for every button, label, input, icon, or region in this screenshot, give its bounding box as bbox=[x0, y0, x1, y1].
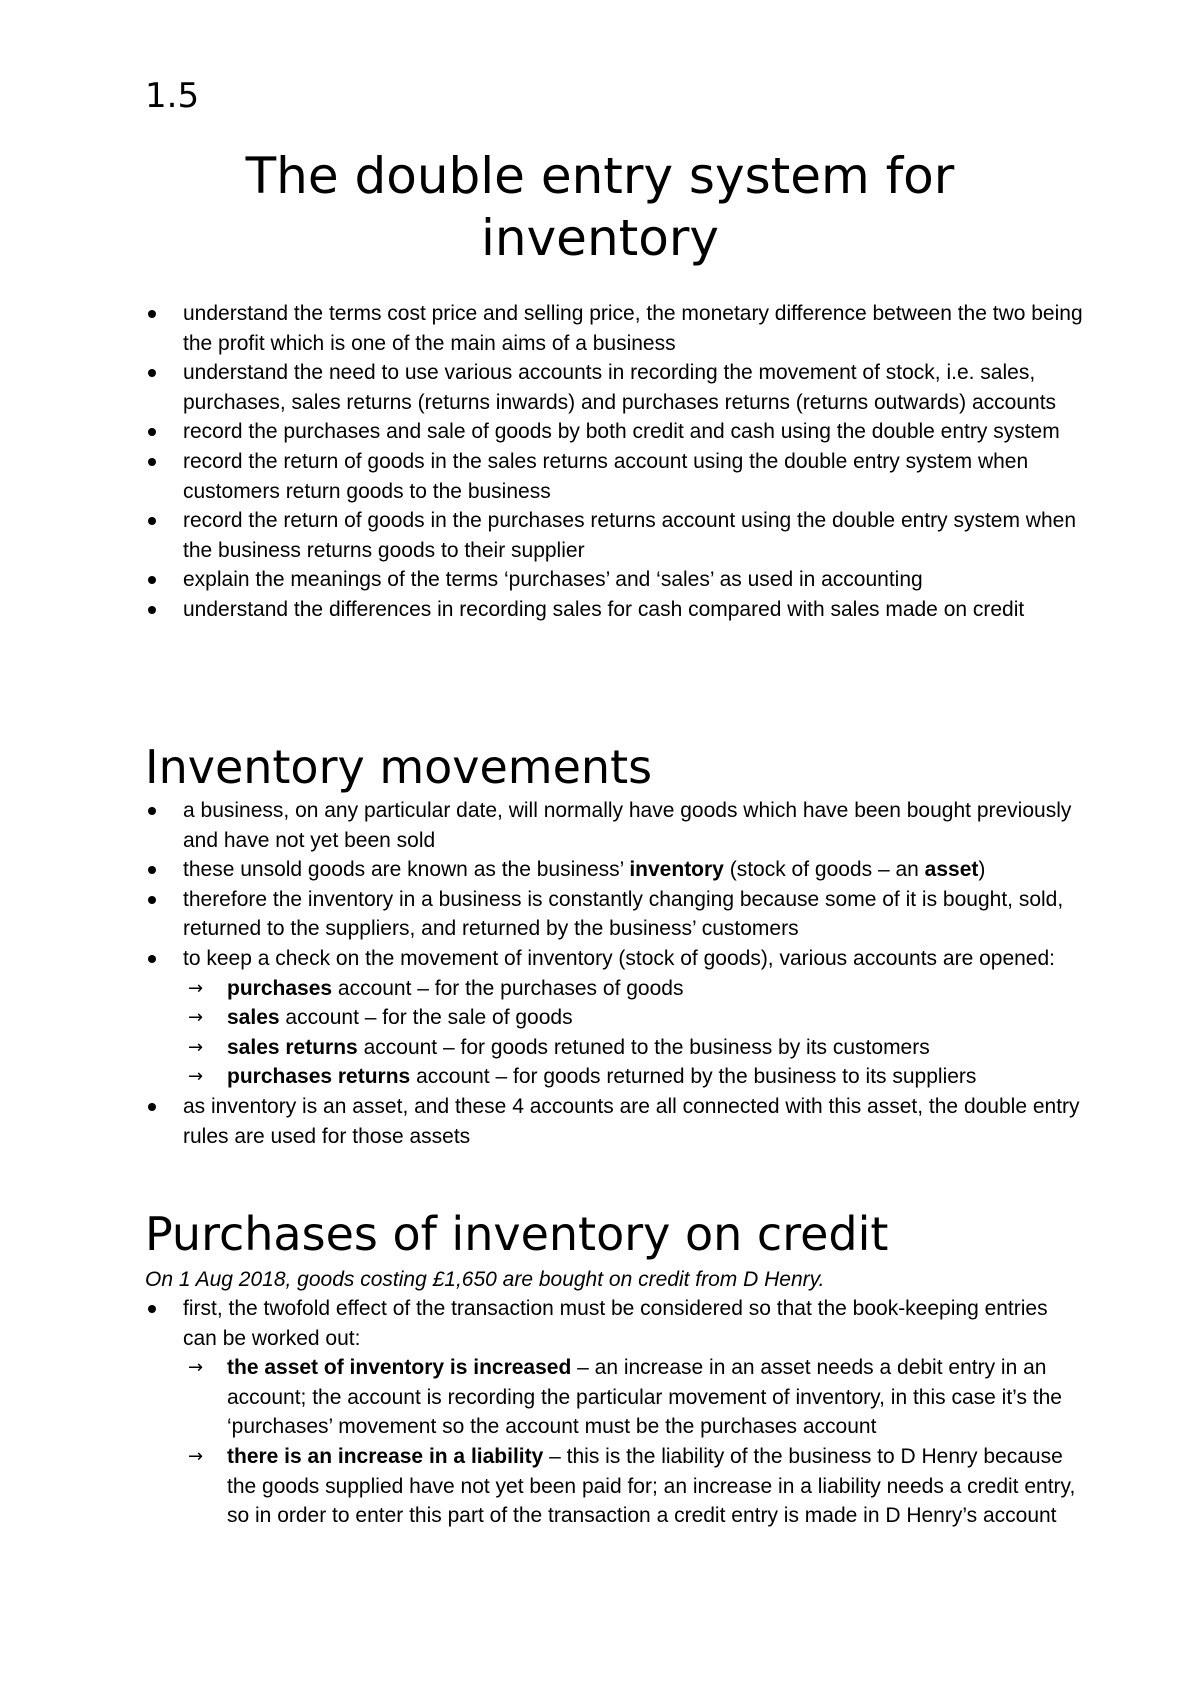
arrow-right-icon: → bbox=[188, 1357, 204, 1379]
page-title: The double entry system for inventory bbox=[245, 147, 955, 267]
list-item: therefore the inventory in a business is constantly changing because some of it is bought, sold, returned to the suppliers, and returned by the business’ customers bbox=[183, 885, 1083, 944]
sublist-item: → the asset of inventory is increased – an increase in an asset needs a debit entry in an account; the account is recording the particular movement of inventory, in this case it’s the ‘purchases’ movement so the account must be the purchases account bbox=[183, 1353, 1083, 1442]
list-item: to keep a check on the movement of inventory (stock of goods), various accounts are opened: → purchases account – for the purchases of goods → sales account – for the sale of goods → sales returns account – for goods retuned to the business by its customers → purchases returns account – for goods returned by the business to its suppliers bbox=[183, 944, 1083, 1092]
purchases-list bbox=[183, 1294, 1083, 1531]
list-item: explain the meanings of the terms ‘purchases’ and ‘sales’ as used in accounting bbox=[183, 565, 1083, 595]
list-item: understand the differences in recording sales for cash compared with sales made on credit bbox=[183, 595, 1083, 625]
list-item: record the return of goods in the purchases returns account using the double entry system when the business returns goods to their supplier bbox=[183, 506, 1083, 565]
example-intro: On 1 Aug 2018, goods costing £1,650 are bought on credit from D Henry. bbox=[145, 1268, 825, 1291]
list-item: a business, on any particular date, will normally have goods which have been bought previously and have not yet been sold bbox=[183, 796, 1083, 855]
sublist-item: → there is an increase in a liability – this is the liability of the business to D Henry because the goods supplied have not yet been paid for; an increase in a liability needs a credit entry, so in order to enter this part of the transaction a credit entry is made in D Henry’s account bbox=[183, 1442, 1083, 1531]
list-item: record the purchases and sale of goods by both credit and cash using the double entry system bbox=[183, 417, 1083, 447]
arrow-right-icon: → bbox=[188, 1445, 204, 1467]
heading-inventory-movements: Inventory movements bbox=[145, 740, 653, 794]
list-item: first, the twofold effect of the transaction must be considered so that the book-keeping entries can be worked out: → the asset of inventory is increased – an increase in an asset needs a debit entry in an account; the account is recording the particular movement of inventory, in this case it’s the ‘purchases’ movement so the account must be the purchases account → there is an increase in a liability – this is the liability of the business to D Henry because the goods supplied have not yet been paid for; an increase in a liability needs a credit entry, so in order to enter this part of the transaction a credit entry is made in D Henry’s account bbox=[183, 1294, 1083, 1531]
effects-sublist bbox=[183, 1353, 1083, 1531]
section-number: 1.5 bbox=[145, 76, 200, 116]
sublist-item: → purchases account – for the purchases of goods bbox=[183, 974, 1083, 1004]
objectives-list bbox=[183, 299, 1083, 625]
sublist-item: → sales returns account – for goods retuned to the business by its customers bbox=[183, 1033, 1083, 1063]
arrow-right-icon: → bbox=[188, 1007, 204, 1029]
arrow-right-icon: → bbox=[188, 977, 204, 999]
arrow-right-icon: → bbox=[188, 1066, 204, 1088]
list-item: understand the terms cost price and selling price, the monetary difference between the two being the profit which is one of the main aims of a business bbox=[183, 299, 1083, 358]
accounts-sublist bbox=[183, 974, 1083, 1092]
list-item: record the return of goods in the sales returns account using the double entry system when customers return goods to the business bbox=[183, 447, 1083, 506]
list-item: understand the need to use various accounts in recording the movement of stock, i.e. sales, purchases, sales returns (returns inwards) and purchases returns (returns outwards) accounts bbox=[183, 358, 1083, 417]
sublist-item: → purchases returns account – for goods returned by the business to its suppliers bbox=[183, 1062, 1083, 1092]
list-item: as inventory is an asset, and these 4 accounts are all connected with this asset, the double entry rules are used for those assets bbox=[183, 1092, 1083, 1151]
arrow-right-icon: → bbox=[188, 1036, 204, 1058]
sublist-item: → sales account – for the sale of goods bbox=[183, 1003, 1083, 1033]
heading-purchases-on-credit: Purchases of inventory on credit bbox=[145, 1207, 889, 1261]
list-item: these unsold goods are known as the business’ inventory (stock of goods – an asset) bbox=[183, 855, 1083, 885]
inventory-movements-list bbox=[183, 796, 1083, 1151]
